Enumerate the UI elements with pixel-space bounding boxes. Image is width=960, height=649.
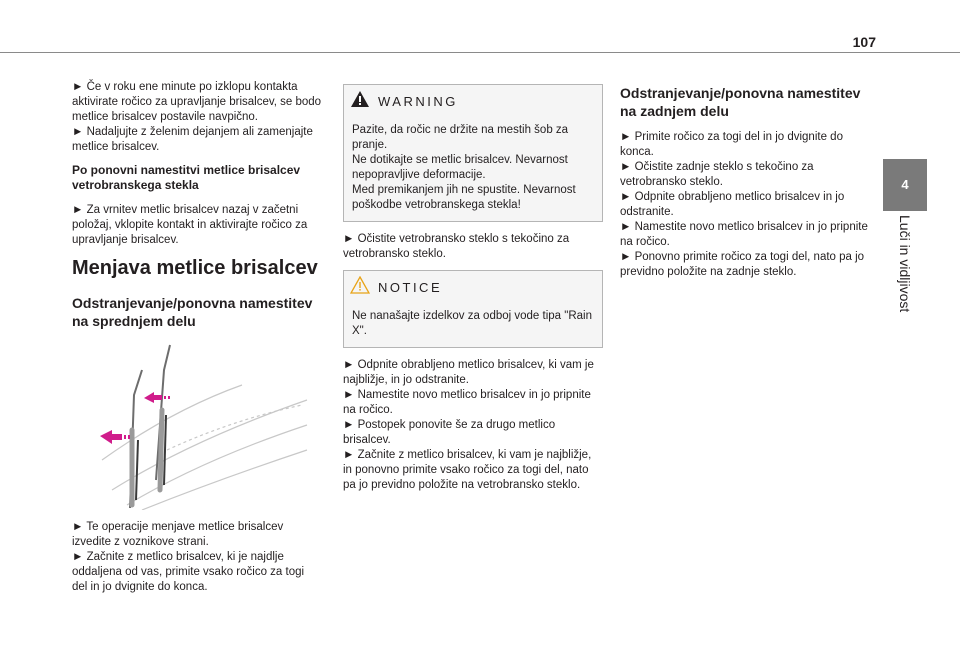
section-title: Menjava metlice brisalcev bbox=[72, 257, 318, 279]
intro-paragraph: ► Če v roku ene minute po izklopu kontakta aktivirate ročico za upravljanje brisalcev, se bodo metlice brisalcev postavile navpično. ► Nadaljujte z želenim dejanjem ali zamenjajte metlice brisalcev. bbox=[72, 81, 322, 153]
notice-text: Ne nanašajte izdelkov za odboj vode tipa "Rain X". bbox=[352, 310, 592, 337]
rear-heading: Odstranjevanje/ponovna namestitev na zadnjem delu bbox=[620, 85, 861, 119]
column-right bbox=[620, 84, 878, 288]
warning-title: WARNING bbox=[378, 93, 458, 109]
reposition-text: ► Za vrnitev metlic brisalcev nazaj v začetni položaj, vklopite kontakt in aktivirajte ročico za upravljanje brisalcev. bbox=[72, 204, 308, 246]
warning-box: WARNING Pazite, da ročic ne držite na mestih šob za pranje. Ne dotikajte se metlic brisalcev. Nevarnost nepopravljive deformacije. Med premikanjem jih ne spustite. Nevarnost poškodbe vetrobranskega stekla! bbox=[343, 84, 603, 222]
wiper-illustration bbox=[72, 340, 312, 510]
notice-box bbox=[343, 270, 603, 348]
front-heading: Odstranjevanje/ponovna namestitev na sprednjem delu bbox=[72, 295, 313, 329]
clean-text: ► Očistite vetrobransko steklo s tekočino za vetrobransko steklo. bbox=[343, 233, 570, 260]
chapter-tab[interactable]: 4 bbox=[883, 159, 927, 211]
notice-title: NOTICE bbox=[378, 279, 443, 295]
reposition-heading: Po ponovni namestitvi metlice brisalcev vetrobranskega stekla bbox=[72, 163, 301, 192]
rear-steps: ► Primite ročico za togi del in jo dvignite do konca. ► Očistite zadnje steklo s tekočino za vetrobransko steklo. ► Odpnite obrabljeno metlico brisalcev in jo odstranite. ► Namestite novo metlico brisalcev in jo pripnite na ročico. ► Ponovno primite ročico za togi del, nato pa jo previdno položite na zadnje steklo. bbox=[620, 131, 868, 278]
column-left bbox=[72, 80, 322, 603]
column-middle bbox=[343, 84, 603, 501]
page-number: 107 bbox=[852, 34, 876, 50]
chapter-title: Luči in vidljivost bbox=[897, 215, 913, 313]
notice-icon bbox=[350, 276, 370, 299]
after-image-steps: ► Te operacije menjave metlice brisalcev izvedite z voznikove strani. ► Začnite z metlico brisalcev, ki je najdlje oddaljena od vas, primite vsako ročico za togi del in jo dvignite do konca. bbox=[72, 521, 305, 593]
warning-icon bbox=[350, 90, 370, 113]
front-steps: ► Odpnite obrabljeno metlico brisalcev, ki vam je najbližje, in jo odstranite. ► Namestite novo metlico brisalcev in jo pripnite na ročico. ► Postopek ponovite še za drugo metlico brisalcev. ► Začnite z metlico brisalcev, ki vam je najbližje, in ponovno primite vsako ročico za togi del, nato pa jo previdno položite na vetrobransko steklo. bbox=[343, 359, 594, 491]
header-rule bbox=[0, 52, 960, 53]
